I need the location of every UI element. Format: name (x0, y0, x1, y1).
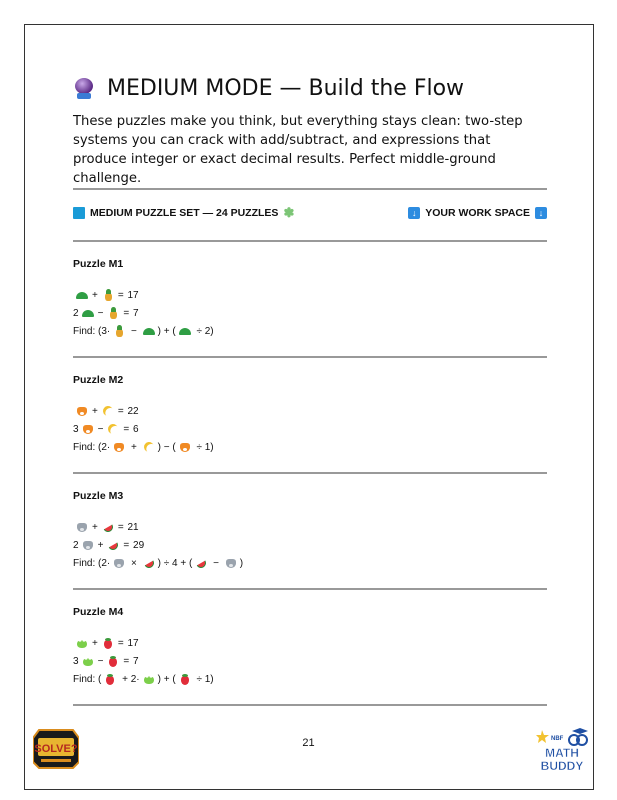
puzzle-m2 (73, 374, 547, 456)
crystal-ball-icon (73, 78, 95, 100)
divider-top (73, 188, 547, 190)
equation-value: 21 (127, 521, 139, 533)
equation-value: 7 (133, 655, 139, 667)
workspace-label-text: YOUR WORK SPACE (425, 207, 530, 219)
set-title (73, 205, 294, 221)
equation-value: 29 (133, 539, 145, 551)
divider (73, 588, 547, 590)
page-number: 21 (302, 737, 315, 749)
watermelon-icon (195, 557, 207, 569)
find-expression: Find: (3· − ) + ( ÷ 2) (73, 325, 214, 337)
moon-icon (143, 441, 155, 453)
intro-paragraph: These puzzles make you think, but everything stays clean: two-step systems you can crack with add/subtract, and expressions that produce integer or exact decimal results. Perfect middle-ground challenge. (73, 114, 523, 186)
page-title-row (73, 76, 464, 101)
wolf-icon (113, 557, 125, 569)
divider (73, 356, 547, 358)
page-title: MEDIUM MODE — Build the Flow (107, 76, 465, 101)
equation-coefficient: 2 (73, 539, 79, 551)
fox-icon (179, 441, 191, 453)
equation-1: + = 17 (73, 634, 547, 652)
strawberry-icon (107, 655, 119, 667)
equation-2: 2 − = 7 (73, 307, 139, 319)
turtle-icon (179, 325, 191, 337)
divider (73, 240, 547, 242)
equation-coefficient: 3 (73, 423, 79, 435)
turtle-icon (76, 289, 88, 301)
wolf-icon (225, 557, 237, 569)
puzzle-m3 (73, 490, 547, 572)
find-expression: Find: (2· + ) − ( ÷ 1) (73, 441, 214, 453)
equation-1: + = 21 (73, 518, 547, 536)
pineapple-icon (113, 325, 125, 337)
wolf-icon (76, 521, 88, 533)
divider (73, 472, 547, 474)
down-arrow-icon: ↓ (535, 207, 547, 219)
down-arrow-icon: ↓ (408, 207, 420, 219)
puzzle-title: Puzzle M1 (73, 258, 124, 270)
fox-icon (82, 423, 94, 435)
puzzle-title: Puzzle M2 (73, 374, 124, 386)
blue-square-icon (73, 207, 85, 219)
equation-1: + = 22 (73, 402, 547, 420)
equation-value: 17 (127, 289, 139, 301)
solve-logo-text: SOLVE? (34, 743, 78, 755)
puzzle-m4 (73, 606, 547, 688)
moon-icon (107, 423, 119, 435)
strawberry-icon (104, 673, 116, 685)
equation-coefficient: 2 (73, 307, 79, 319)
math-buddy-text-1: MATH (545, 746, 579, 760)
set-title-label: MEDIUM PUZZLE SET — 24 PUZZLES (90, 207, 279, 219)
solve-logo (33, 728, 79, 770)
fox-icon (113, 441, 125, 453)
puzzle-title: Puzzle M3 (73, 490, 124, 502)
equation-2: 2 + = 29 (73, 539, 145, 551)
find-expression: Find: (2· × ) ÷ 4 + ( − ) (73, 557, 244, 569)
fox-icon (76, 405, 88, 417)
puzzle-title: Puzzle M4 (73, 606, 124, 618)
equation-value: 22 (127, 405, 139, 417)
puzzle-m1 (73, 258, 547, 340)
watermelon-icon (143, 557, 155, 569)
strawberry-icon (102, 637, 114, 649)
math-buddy-text-2: BUDDY (540, 759, 584, 773)
equation-2: 3 − = 6 (73, 423, 139, 435)
equation-value: 17 (127, 637, 139, 649)
math-buddy-logo (536, 728, 588, 773)
divider-bottom (73, 704, 547, 706)
equation-value: 6 (133, 423, 139, 435)
turtle-icon (82, 307, 94, 319)
equation-value: 7 (133, 307, 139, 319)
strawberry-icon (179, 673, 191, 685)
puzzle-piece-icon: ✽ (283, 205, 295, 220)
equation-coefficient: 3 (73, 655, 79, 667)
pineapple-icon (107, 307, 119, 319)
equation-2: 3 − = 7 (73, 655, 139, 667)
watermelon-icon (102, 521, 114, 533)
pineapple-icon (102, 289, 114, 301)
find-expression: Find: ( + 2· ) + ( ÷ 1) (73, 673, 214, 685)
frog-icon (76, 637, 88, 649)
equation-1: + = 17 (73, 286, 547, 304)
frog-icon (143, 673, 155, 685)
frog-icon (82, 655, 94, 667)
math-buddy-small-text: NBF (551, 736, 564, 742)
puzzle-set-header (73, 205, 547, 221)
moon-icon (102, 405, 114, 417)
workspace-label (408, 207, 547, 219)
wolf-icon (82, 539, 94, 551)
turtle-icon (143, 325, 155, 337)
watermelon-icon (107, 539, 119, 551)
